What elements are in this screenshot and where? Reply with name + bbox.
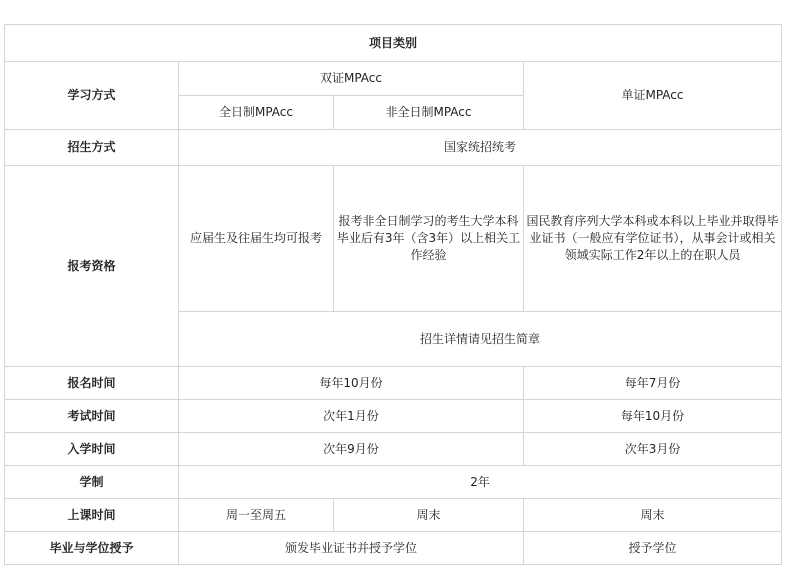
class-time-label: 上课时间 xyxy=(5,499,179,532)
class-time-part-time: 周末 xyxy=(334,499,524,532)
single-cert-header: 单证MPAcc xyxy=(524,62,782,130)
duration-label: 学制 xyxy=(5,466,179,499)
enroll-time-label: 入学时间 xyxy=(5,433,179,466)
qualification-label: 报考资格 xyxy=(5,166,179,367)
exam-time-dual: 次年1月份 xyxy=(179,400,524,433)
class-time-single: 周末 xyxy=(524,499,782,532)
graduation-dual: 颁发毕业证书并授予学位 xyxy=(179,532,524,565)
study-mode-label: 学习方式 xyxy=(5,62,179,130)
dual-cert-header: 双证MPAcc xyxy=(179,62,524,96)
registration-time-dual: 每年10月份 xyxy=(179,367,524,400)
part-time-header: 非全日制MPAcc xyxy=(334,96,524,130)
table-title: 项目类别 xyxy=(5,25,782,62)
registration-time-label: 报名时间 xyxy=(5,367,179,400)
qualification-part-time: 报考非全日制学习的考生大学本科毕业后有3年（含3年）以上相关工作经验 xyxy=(334,166,524,312)
enroll-time-single: 次年3月份 xyxy=(524,433,782,466)
recruit-method-label: 招生方式 xyxy=(5,130,179,166)
exam-time-label: 考试时间 xyxy=(5,400,179,433)
qualification-single-cert: 国民教育序列大学本科或本科以上毕业并取得毕业证书（一般应有学位证书），从事会计或相关领域实际工作2年以上的在职人员 xyxy=(524,166,782,312)
program-comparison-table xyxy=(4,24,782,565)
enroll-time-dual: 次年9月份 xyxy=(179,433,524,466)
graduation-single: 授予学位 xyxy=(524,532,782,565)
registration-time-single: 每年7月份 xyxy=(524,367,782,400)
recruit-method-value: 国家统招统考 xyxy=(179,130,782,166)
graduation-label: 毕业与学位授予 xyxy=(5,532,179,565)
qualification-full-time: 应届生及往届生均可报考 xyxy=(179,166,334,312)
full-time-header: 全日制MPAcc xyxy=(179,96,334,130)
exam-time-single: 每年10月份 xyxy=(524,400,782,433)
qualification-note: 招生详情请见招生简章 xyxy=(179,312,782,367)
class-time-full-time: 周一至周五 xyxy=(179,499,334,532)
duration-value: 2年 xyxy=(179,466,782,499)
